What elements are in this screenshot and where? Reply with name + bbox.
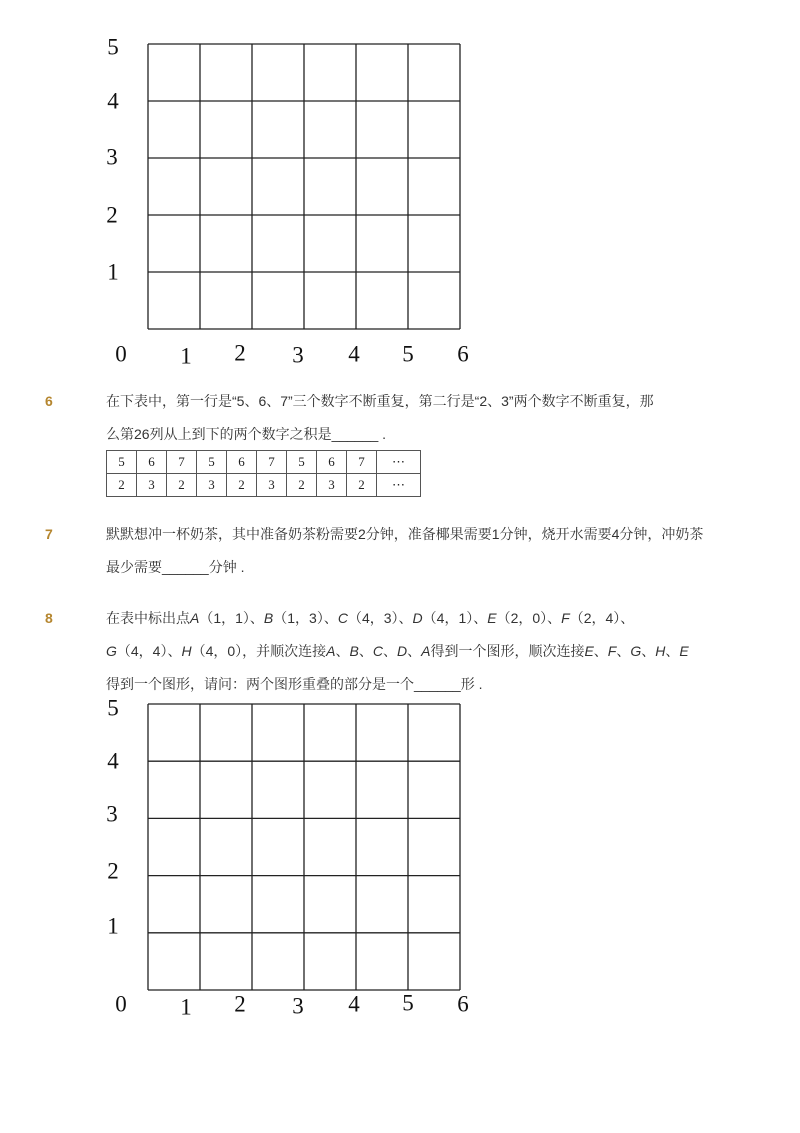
text-segment: （1，1）、 xyxy=(199,609,264,626)
table-cell: 6 xyxy=(317,451,347,474)
point-label: C xyxy=(337,609,348,626)
table-cell: 2 xyxy=(287,474,317,497)
text-segment: 、 xyxy=(616,642,631,659)
question-number: 8 xyxy=(45,609,53,626)
question-text-line: 默默想冲一杯奶茶，其中准备奶茶粉需要2分钟，准备椰果需要1分钟，烧开水需要4分钟，冲奶茶 xyxy=(106,525,704,542)
table-cell: 7 xyxy=(257,451,287,474)
table-cell: ⋯ xyxy=(377,451,421,474)
point-label: A xyxy=(421,642,431,659)
table-cell: 3 xyxy=(317,474,347,497)
text-segment: 在表中标出点 xyxy=(106,609,190,626)
x-axis-label: 3 xyxy=(292,342,304,368)
sequence-table xyxy=(106,450,421,497)
question-text-line: 最少需要______分钟 . xyxy=(106,558,245,575)
text-segment: 、 xyxy=(641,642,656,659)
x-axis-label: 2 xyxy=(234,340,246,366)
x-axis-label: 6 xyxy=(457,991,469,1017)
question-text-line: 么第26列从上到下的两个数字之积是______ . xyxy=(106,425,387,442)
text-segment: 、 xyxy=(593,642,608,659)
sequence-table-body xyxy=(107,451,421,497)
y-axis-label: 1 xyxy=(107,913,119,939)
text-segment: 、 xyxy=(382,642,397,659)
y-axis-label: 5 xyxy=(107,695,119,721)
question-text-line xyxy=(106,635,689,668)
point-label: H xyxy=(181,642,192,659)
table-cell: 6 xyxy=(227,451,257,474)
question-text-line xyxy=(106,602,634,635)
text-segment: （4，1）、 xyxy=(422,609,488,626)
point-label: G xyxy=(106,642,117,659)
y-axis-label: 4 xyxy=(107,88,119,114)
text-segment: （4，3）、 xyxy=(347,609,413,626)
table-cell: 5 xyxy=(197,451,227,474)
question-text-line xyxy=(106,668,483,701)
question-text-line: 在下表中，第一行是“5、6、7”三个数字不断重复，第二行是“2、3”两个数字不断重复，那 xyxy=(106,392,654,409)
point-label: A xyxy=(190,609,200,626)
x-axis-label: 5 xyxy=(402,990,414,1016)
text-segment: 得到一个图形，请问：两个图形重叠的部分是一个______形 . xyxy=(106,675,483,692)
table-cell: 7 xyxy=(347,451,377,474)
table-cell: ⋯ xyxy=(377,474,421,497)
point-label: D xyxy=(396,642,408,659)
question-number: 7 xyxy=(45,525,53,542)
x-axis-label: 4 xyxy=(348,341,360,367)
table-cell: 7 xyxy=(167,451,197,474)
point-label: E xyxy=(679,642,689,659)
origin-label: 0 xyxy=(115,991,127,1017)
point-label: E xyxy=(584,642,594,659)
point-label: D xyxy=(412,609,423,626)
table-row xyxy=(107,451,421,474)
y-axis-label: 4 xyxy=(107,748,119,774)
text-segment: 、 xyxy=(407,642,422,659)
x-axis-label: 1 xyxy=(180,343,192,369)
y-axis-label: 2 xyxy=(106,202,118,228)
table-cell: 3 xyxy=(197,474,227,497)
y-axis-label: 2 xyxy=(107,858,119,884)
table-cell: 6 xyxy=(137,451,167,474)
x-axis-label: 3 xyxy=(292,993,304,1019)
point-label: H xyxy=(655,642,666,659)
y-axis-label: 3 xyxy=(106,144,118,170)
grid-lines-bottom xyxy=(147,703,461,991)
x-axis-label: 1 xyxy=(180,994,192,1020)
table-row xyxy=(107,474,421,497)
x-axis-label: 2 xyxy=(234,991,246,1017)
point-label: B xyxy=(263,609,274,626)
point-label: F xyxy=(607,642,617,659)
point-label: A xyxy=(326,642,336,659)
text-segment: （2，4）、 xyxy=(569,609,635,626)
y-axis-label: 3 xyxy=(106,801,118,827)
point-label: F xyxy=(561,609,570,626)
table-cell: 5 xyxy=(287,451,317,474)
table-cell: 2 xyxy=(107,474,137,497)
text-segment: 、 xyxy=(335,642,350,659)
table-cell: 5 xyxy=(107,451,137,474)
table-cell: 3 xyxy=(257,474,287,497)
point-label: E xyxy=(487,609,497,626)
x-axis-label: 6 xyxy=(457,341,469,367)
text-segment: 得到一个图形，顺次连接 xyxy=(430,642,585,659)
question-8 xyxy=(0,602,800,712)
table-cell: 2 xyxy=(167,474,197,497)
y-axis-label: 1 xyxy=(107,259,119,285)
text-segment: 、 xyxy=(358,642,373,659)
point-label: G xyxy=(630,642,642,659)
table-cell: 2 xyxy=(347,474,377,497)
text-segment: （4，0），并顺次连接 xyxy=(191,642,327,659)
point-label: B xyxy=(349,642,359,659)
x-axis-label: 4 xyxy=(348,991,360,1017)
text-segment: （1，3）、 xyxy=(273,609,338,626)
origin-label: 0 xyxy=(115,341,127,367)
grid-lines-top xyxy=(147,43,461,330)
point-label: C xyxy=(372,642,383,659)
y-axis-label: 5 xyxy=(107,34,119,60)
text-segment: （4，4）、 xyxy=(116,642,182,659)
question-number: 6 xyxy=(45,392,53,409)
table-cell: 3 xyxy=(137,474,167,497)
x-axis-label: 5 xyxy=(402,341,414,367)
text-segment: （2，0）、 xyxy=(496,609,562,626)
table-cell: 2 xyxy=(227,474,257,497)
text-segment: 、 xyxy=(665,642,680,659)
